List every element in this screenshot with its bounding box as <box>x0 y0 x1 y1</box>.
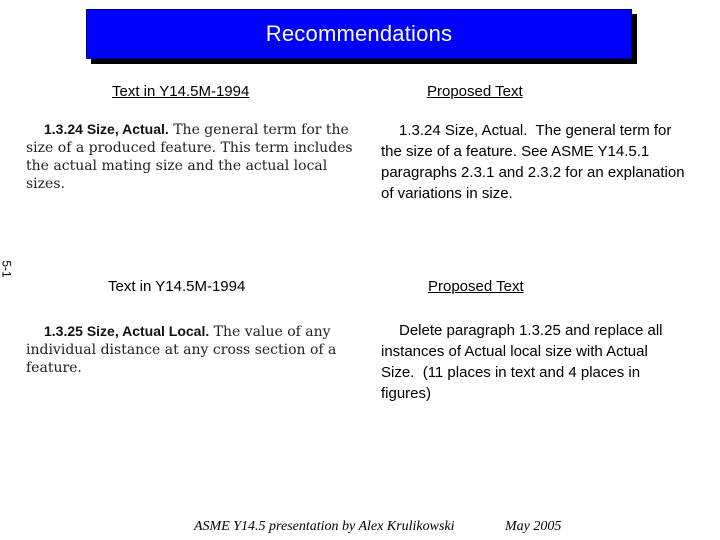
slide-title: Recommendations <box>265 21 453 46</box>
section1-original-body: The general term for the size of a produced feature. This term includes the actual mating size and the actual local sizes. <box>26 122 353 192</box>
section1-original-text <box>26 120 364 193</box>
side-page-number: 5-1 <box>0 260 14 278</box>
section2-original-text <box>26 322 364 377</box>
section2-original-lead: 1.3.25 Size, Actual Local. <box>44 323 210 339</box>
title-banner <box>86 9 632 59</box>
section1-proposed-text <box>381 120 686 204</box>
section2-proposed-note: (11 places in text and 4 places in figures) <box>381 364 641 402</box>
section2-right-heading: Proposed Text <box>428 278 524 295</box>
section2-left-heading: Text in Y14.5M-1994 <box>108 278 246 295</box>
section1-proposed-body: The general term for the size of a feature. See ASME Y14.5.1 paragraphs 2.3.1 and 2.3.2 for an explanation of variations in size. <box>381 122 685 202</box>
section1-left-heading: Text in Y14.5M-1994 <box>112 83 250 100</box>
footer-presentation: ASME Y14.5 presentation by Alex Krulikowski <box>194 519 455 534</box>
section1-original-lead: 1.3.24 Size, Actual. <box>44 121 169 137</box>
section2-proposed-main: Delete paragraph 1.3.25 and replace all instances of Actual local size with Actual Size. <box>381 322 663 381</box>
section1-right-heading: Proposed Text <box>427 83 523 100</box>
section1-proposed-lead: 1.3.24 Size, Actual. <box>399 122 528 139</box>
section2-proposed-text <box>381 320 681 404</box>
section2-original-body: The value of any individual distance at any cross section of a feature. <box>26 324 337 376</box>
footer-date: May 2005 <box>505 519 562 534</box>
